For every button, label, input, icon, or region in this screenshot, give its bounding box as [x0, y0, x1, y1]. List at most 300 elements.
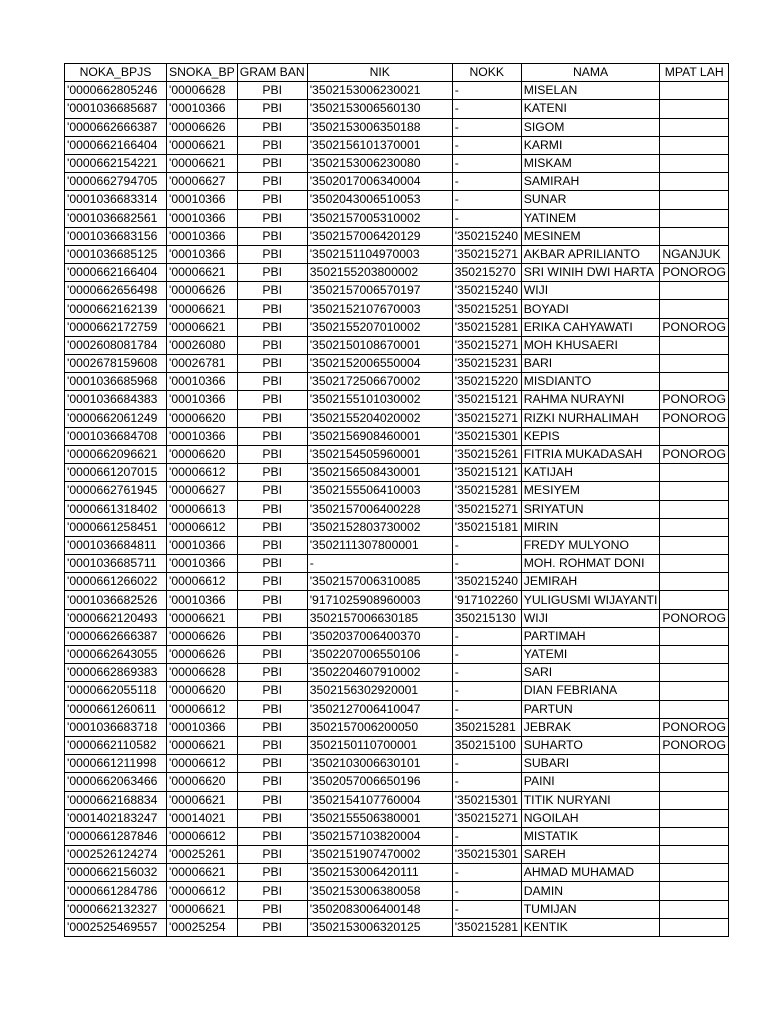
cell-nokk[interactable]: - [452, 900, 521, 918]
cell-program-bantuan[interactable]: PBI [237, 791, 307, 809]
cell-snoka-bpjs[interactable]: '00014021 [167, 809, 238, 827]
cell-snoka-bpjs[interactable]: '00006612 [167, 882, 238, 900]
cell-program-bantuan[interactable]: PBI [237, 882, 307, 900]
cell-tempat-lahir[interactable] [660, 627, 729, 645]
cell-tempat-lahir[interactable]: PONOROG [660, 264, 729, 282]
cell-noka-bpjs[interactable]: '0001036685968 [65, 373, 167, 391]
cell-noka-bpjs[interactable]: '0000662061249 [65, 409, 167, 427]
cell-program-bantuan[interactable]: PBI [237, 118, 307, 136]
cell-snoka-bpjs[interactable]: '00006621 [167, 791, 238, 809]
cell-nik[interactable]: '3502153006420111 [307, 864, 452, 882]
cell-program-bantuan[interactable]: PBI [237, 609, 307, 627]
cell-tempat-lahir[interactable] [660, 191, 729, 209]
cell-tempat-lahir[interactable] [660, 173, 729, 191]
cell-nama[interactable]: MIRIN [521, 518, 660, 536]
cell-noka-bpjs[interactable]: '0000662154221 [65, 154, 167, 172]
cell-nama[interactable]: WIJI [521, 282, 660, 300]
cell-nama[interactable]: KARMI [521, 136, 660, 154]
cell-nama[interactable]: PARTUN [521, 700, 660, 718]
cell-nokk[interactable]: - [452, 646, 521, 664]
cell-snoka-bpjs[interactable]: '00010366 [167, 209, 238, 227]
cell-nik[interactable]: '3502111307800001 [307, 536, 452, 554]
cell-nama[interactable]: YULIGUSMI WIJAYANTI [521, 591, 660, 609]
cell-tempat-lahir[interactable] [660, 136, 729, 154]
cell-tempat-lahir[interactable] [660, 482, 729, 500]
cell-snoka-bpjs[interactable]: '00006628 [167, 82, 238, 100]
cell-program-bantuan[interactable]: PBI [237, 427, 307, 445]
cell-nik[interactable]: '3502153006230080 [307, 154, 452, 172]
cell-nik[interactable]: '3502207006550106 [307, 646, 452, 664]
cell-snoka-bpjs[interactable]: '00006626 [167, 118, 238, 136]
cell-tempat-lahir[interactable] [660, 827, 729, 845]
cell-nama[interactable]: SARI [521, 664, 660, 682]
cell-snoka-bpjs[interactable]: '00006612 [167, 700, 238, 718]
cell-program-bantuan[interactable]: PBI [237, 827, 307, 845]
cell-program-bantuan[interactable]: PBI [237, 536, 307, 554]
cell-nama[interactable]: FREDY MULYONO [521, 536, 660, 554]
cell-nama[interactable]: FITRIA MUKADASAH [521, 445, 660, 463]
cell-snoka-bpjs[interactable]: '00010366 [167, 245, 238, 263]
cell-nokk[interactable]: '350215271 [452, 336, 521, 354]
cell-program-bantuan[interactable]: PBI [237, 300, 307, 318]
cell-noka-bpjs[interactable]: '0000662063466 [65, 773, 167, 791]
cell-noka-bpjs[interactable]: '0000661258451 [65, 518, 167, 536]
cell-tempat-lahir[interactable] [660, 300, 729, 318]
cell-program-bantuan[interactable]: PBI [237, 809, 307, 827]
cell-noka-bpjs[interactable]: '0000662869383 [65, 664, 167, 682]
cell-program-bantuan[interactable]: PBI [237, 355, 307, 373]
cell-nama[interactable]: KENTIK [521, 918, 660, 936]
cell-snoka-bpjs[interactable]: '00026781 [167, 355, 238, 373]
cell-noka-bpjs[interactable]: '0000662172759 [65, 318, 167, 336]
cell-snoka-bpjs[interactable]: '00006612 [167, 573, 238, 591]
cell-noka-bpjs[interactable]: '0000662055118 [65, 682, 167, 700]
cell-noka-bpjs[interactable]: '0000662666387 [65, 627, 167, 645]
cell-nik[interactable]: '3502153006560130 [307, 100, 452, 118]
cell-noka-bpjs[interactable]: '0002678159608 [65, 355, 167, 373]
cell-program-bantuan[interactable]: PBI [237, 336, 307, 354]
cell-nokk[interactable]: - [452, 773, 521, 791]
cell-noka-bpjs[interactable]: '0000661260611 [65, 700, 167, 718]
cell-nik[interactable]: 3502157006630185 [307, 609, 452, 627]
cell-nik[interactable]: '3502152803730002 [307, 518, 452, 536]
cell-snoka-bpjs[interactable]: '00006621 [167, 318, 238, 336]
cell-noka-bpjs[interactable]: '0000662643055 [65, 646, 167, 664]
cell-tempat-lahir[interactable] [660, 100, 729, 118]
cell-program-bantuan[interactable]: PBI [237, 373, 307, 391]
cell-program-bantuan[interactable]: PBI [237, 591, 307, 609]
cell-nokk[interactable]: '917102260 [452, 591, 521, 609]
cell-nama[interactable]: SUNAR [521, 191, 660, 209]
cell-snoka-bpjs[interactable]: '00006620 [167, 409, 238, 427]
cell-snoka-bpjs[interactable]: '00006627 [167, 482, 238, 500]
cell-nik[interactable]: '3502156101370001 [307, 136, 452, 154]
cell-noka-bpjs[interactable]: '0000662805246 [65, 82, 167, 100]
cell-tempat-lahir[interactable]: PONOROG [660, 718, 729, 736]
cell-program-bantuan[interactable]: PBI [237, 646, 307, 664]
cell-program-bantuan[interactable]: PBI [237, 682, 307, 700]
cell-snoka-bpjs[interactable]: '00006628 [167, 664, 238, 682]
cell-tempat-lahir[interactable] [660, 373, 729, 391]
cell-noka-bpjs[interactable]: '0000662168834 [65, 791, 167, 809]
cell-nama[interactable]: AHMAD MUHAMAD [521, 864, 660, 882]
cell-nama[interactable]: WIJI [521, 609, 660, 627]
cell-nokk[interactable]: 350215100 [452, 736, 521, 754]
cell-nama[interactable]: TITIK NURYANI [521, 791, 660, 809]
cell-snoka-bpjs[interactable]: '00025254 [167, 918, 238, 936]
cell-program-bantuan[interactable]: PBI [237, 282, 307, 300]
cell-tempat-lahir[interactable]: NGANJUK [660, 245, 729, 263]
cell-nokk[interactable]: '350215301 [452, 846, 521, 864]
cell-snoka-bpjs[interactable]: '00010366 [167, 227, 238, 245]
cell-tempat-lahir[interactable] [660, 464, 729, 482]
cell-nik[interactable]: '3502157006310085 [307, 573, 452, 591]
cell-nokk[interactable]: - [452, 555, 521, 573]
cell-nik[interactable]: '3502153006230021 [307, 82, 452, 100]
cell-noka-bpjs[interactable]: '0000662120493 [65, 609, 167, 627]
cell-program-bantuan[interactable]: PBI [237, 209, 307, 227]
cell-noka-bpjs[interactable]: '0001036683718 [65, 718, 167, 736]
cell-noka-bpjs[interactable]: '0000662162139 [65, 300, 167, 318]
cell-tempat-lahir[interactable] [660, 918, 729, 936]
cell-nama[interactable]: DIAN FEBRIANA [521, 682, 660, 700]
cell-program-bantuan[interactable]: PBI [237, 900, 307, 918]
cell-nik[interactable]: '3502152006550004 [307, 355, 452, 373]
cell-nokk[interactable]: - [452, 664, 521, 682]
cell-snoka-bpjs[interactable]: '00006613 [167, 500, 238, 518]
cell-nama[interactable]: MOH. ROHMAT DONI [521, 555, 660, 573]
cell-snoka-bpjs[interactable]: '00006621 [167, 736, 238, 754]
cell-noka-bpjs[interactable]: '0000661287846 [65, 827, 167, 845]
cell-snoka-bpjs[interactable]: '00010366 [167, 591, 238, 609]
cell-nama[interactable]: JEMIRAH [521, 573, 660, 591]
cell-nik[interactable]: '3502157006570197 [307, 282, 452, 300]
cell-snoka-bpjs[interactable]: '00006612 [167, 827, 238, 845]
cell-nokk[interactable]: - [452, 755, 521, 773]
cell-nama[interactable]: SIGOM [521, 118, 660, 136]
cell-snoka-bpjs[interactable]: '00006621 [167, 264, 238, 282]
cell-nama[interactable]: NGOILAH [521, 809, 660, 827]
cell-snoka-bpjs[interactable]: '00026080 [167, 336, 238, 354]
cell-noka-bpjs[interactable]: '0000662156032 [65, 864, 167, 882]
cell-nokk[interactable]: '350215240 [452, 573, 521, 591]
cell-tempat-lahir[interactable]: PONOROG [660, 318, 729, 336]
cell-snoka-bpjs[interactable]: '00006621 [167, 300, 238, 318]
cell-nama[interactable]: KATENI [521, 100, 660, 118]
cell-tempat-lahir[interactable] [660, 227, 729, 245]
cell-tempat-lahir[interactable] [660, 700, 729, 718]
cell-tempat-lahir[interactable] [660, 555, 729, 573]
cell-nokk[interactable]: '350215271 [452, 409, 521, 427]
cell-nokk[interactable]: '350215281 [452, 482, 521, 500]
cell-nama[interactable]: RIZKI NURHALIMAH [521, 409, 660, 427]
cell-nama[interactable]: DAMIN [521, 882, 660, 900]
cell-nik[interactable]: '3502157103820004 [307, 827, 452, 845]
cell-noka-bpjs[interactable]: '0000662166404 [65, 136, 167, 154]
cell-tempat-lahir[interactable]: PONOROG [660, 609, 729, 627]
cell-nokk[interactable]: 350215270 [452, 264, 521, 282]
cell-nokk[interactable]: - [452, 100, 521, 118]
cell-nama[interactable]: KEPIS [521, 427, 660, 445]
cell-snoka-bpjs[interactable]: '00010366 [167, 718, 238, 736]
cell-tempat-lahir[interactable] [660, 209, 729, 227]
cell-tempat-lahir[interactable]: PONOROG [660, 736, 729, 754]
cell-program-bantuan[interactable]: PBI [237, 136, 307, 154]
cell-tempat-lahir[interactable] [660, 518, 729, 536]
cell-nokk[interactable]: - [452, 700, 521, 718]
cell-program-bantuan[interactable]: PBI [237, 227, 307, 245]
cell-nama[interactable]: SAMIRAH [521, 173, 660, 191]
cell-nik[interactable]: '3502150108670001 [307, 336, 452, 354]
cell-program-bantuan[interactable]: PBI [237, 409, 307, 427]
cell-snoka-bpjs[interactable]: '00010366 [167, 100, 238, 118]
cell-snoka-bpjs[interactable]: '00006626 [167, 646, 238, 664]
cell-program-bantuan[interactable]: PBI [237, 718, 307, 736]
cell-snoka-bpjs[interactable]: '00010366 [167, 555, 238, 573]
cell-program-bantuan[interactable]: PBI [237, 918, 307, 936]
cell-nik[interactable]: '3502151907470002 [307, 846, 452, 864]
cell-nokk[interactable]: '350215271 [452, 245, 521, 263]
cell-nama[interactable]: SRI WINIH DWI HARTA [521, 264, 660, 282]
cell-nama[interactable]: SRIYATUN [521, 500, 660, 518]
cell-nokk[interactable]: - [452, 118, 521, 136]
cell-noka-bpjs[interactable]: '0000662666387 [65, 118, 167, 136]
cell-noka-bpjs[interactable]: '0000662794705 [65, 173, 167, 191]
cell-nama[interactable]: YATEMI [521, 646, 660, 664]
cell-nokk[interactable]: '350215271 [452, 809, 521, 827]
cell-nama[interactable]: MISDIANTO [521, 373, 660, 391]
cell-tempat-lahir[interactable] [660, 809, 729, 827]
cell-snoka-bpjs[interactable]: '00010366 [167, 373, 238, 391]
cell-snoka-bpjs[interactable]: '00010366 [167, 536, 238, 554]
cell-nik[interactable]: 3502157006200050 [307, 718, 452, 736]
cell-program-bantuan[interactable]: PBI [237, 864, 307, 882]
cell-program-bantuan[interactable]: PBI [237, 245, 307, 263]
cell-program-bantuan[interactable]: PBI [237, 482, 307, 500]
cell-noka-bpjs[interactable]: '0000662761945 [65, 482, 167, 500]
cell-tempat-lahir[interactable] [660, 500, 729, 518]
cell-tempat-lahir[interactable] [660, 882, 729, 900]
cell-snoka-bpjs[interactable]: '00010366 [167, 191, 238, 209]
cell-noka-bpjs[interactable]: '0000661207015 [65, 464, 167, 482]
cell-snoka-bpjs[interactable]: '00006621 [167, 136, 238, 154]
cell-noka-bpjs[interactable]: '0000662110582 [65, 736, 167, 754]
cell-nokk[interactable]: '350215121 [452, 391, 521, 409]
cell-tempat-lahir[interactable] [660, 154, 729, 172]
cell-nokk[interactable]: - [452, 882, 521, 900]
cell-tempat-lahir[interactable] [660, 355, 729, 373]
cell-nama[interactable]: JEBRAK [521, 718, 660, 736]
cell-program-bantuan[interactable]: PBI [237, 173, 307, 191]
cell-nik[interactable]: '3502057006650196 [307, 773, 452, 791]
cell-program-bantuan[interactable]: PBI [237, 700, 307, 718]
cell-tempat-lahir[interactable]: PONOROG [660, 445, 729, 463]
cell-noka-bpjs[interactable]: '0000661266022 [65, 573, 167, 591]
cell-tempat-lahir[interactable] [660, 536, 729, 554]
cell-program-bantuan[interactable]: PBI [237, 264, 307, 282]
cell-nik[interactable]: '3502083006400148 [307, 900, 452, 918]
cell-program-bantuan[interactable]: PBI [237, 391, 307, 409]
cell-nik[interactable]: '3502153006380058 [307, 882, 452, 900]
cell-program-bantuan[interactable]: PBI [237, 500, 307, 518]
cell-snoka-bpjs[interactable]: '00006621 [167, 609, 238, 627]
cell-noka-bpjs[interactable]: '0001036685125 [65, 245, 167, 263]
cell-snoka-bpjs[interactable]: '00006627 [167, 173, 238, 191]
cell-nik[interactable]: 3502155203800002 [307, 264, 452, 282]
cell-noka-bpjs[interactable]: '0000662132327 [65, 900, 167, 918]
cell-snoka-bpjs[interactable]: '00006621 [167, 864, 238, 882]
cell-nama[interactable]: MISELAN [521, 82, 660, 100]
cell-nokk[interactable]: '350215220 [452, 373, 521, 391]
cell-nama[interactable]: RAHMA NURAYNI [521, 391, 660, 409]
cell-noka-bpjs[interactable]: '0001036684383 [65, 391, 167, 409]
cell-nama[interactable]: MOH KHUSAERI [521, 336, 660, 354]
cell-snoka-bpjs[interactable]: '00006612 [167, 755, 238, 773]
cell-nik[interactable]: '3502156508430001 [307, 464, 452, 482]
cell-program-bantuan[interactable]: PBI [237, 627, 307, 645]
cell-program-bantuan[interactable]: PBI [237, 191, 307, 209]
cell-noka-bpjs[interactable]: '0000662166404 [65, 264, 167, 282]
cell-nokk[interactable]: - [452, 627, 521, 645]
cell-nokk[interactable]: '350215261 [452, 445, 521, 463]
cell-nik[interactable]: '3502155101030002 [307, 391, 452, 409]
cell-nik[interactable]: '3502152107670003 [307, 300, 452, 318]
cell-nama[interactable]: PARTIMAH [521, 627, 660, 645]
cell-tempat-lahir[interactable] [660, 646, 729, 664]
cell-snoka-bpjs[interactable]: '00006621 [167, 154, 238, 172]
cell-noka-bpjs[interactable]: '0001036685711 [65, 555, 167, 573]
cell-noka-bpjs[interactable]: '0002526124274 [65, 846, 167, 864]
cell-noka-bpjs[interactable]: '0000661211998 [65, 755, 167, 773]
cell-program-bantuan[interactable]: PBI [237, 846, 307, 864]
cell-nokk[interactable]: '350215281 [452, 318, 521, 336]
cell-nik[interactable]: '3502043006510053 [307, 191, 452, 209]
cell-nik[interactable]: '3502157006420129 [307, 227, 452, 245]
cell-nik[interactable]: 3502150110700001 [307, 736, 452, 754]
cell-tempat-lahir[interactable] [660, 282, 729, 300]
cell-program-bantuan[interactable]: PBI [237, 773, 307, 791]
cell-nik[interactable]: '3502172506670002 [307, 373, 452, 391]
cell-nokk[interactable]: - [452, 173, 521, 191]
cell-nama[interactable]: PAINI [521, 773, 660, 791]
cell-nik[interactable]: '3502155506380001 [307, 809, 452, 827]
cell-nama[interactable]: MISKAM [521, 154, 660, 172]
cell-noka-bpjs[interactable]: '0000661318402 [65, 500, 167, 518]
cell-nik[interactable]: '3502103006630101 [307, 755, 452, 773]
cell-noka-bpjs[interactable]: '0001036684811 [65, 536, 167, 554]
cell-noka-bpjs[interactable]: '0000661284786 [65, 882, 167, 900]
cell-nik[interactable]: '3502157006400228 [307, 500, 452, 518]
cell-tempat-lahir[interactable] [660, 682, 729, 700]
cell-nokk[interactable]: '350215240 [452, 282, 521, 300]
cell-nokk[interactable]: - [452, 191, 521, 209]
cell-nokk[interactable]: '350215271 [452, 500, 521, 518]
cell-tempat-lahir[interactable] [660, 664, 729, 682]
cell-nik[interactable]: '3502151104970003 [307, 245, 452, 263]
cell-program-bantuan[interactable]: PBI [237, 82, 307, 100]
cell-nokk[interactable]: '350215281 [452, 918, 521, 936]
cell-nik[interactable]: '3502204607910002 [307, 664, 452, 682]
cell-nama[interactable]: BOYADI [521, 300, 660, 318]
cell-snoka-bpjs[interactable]: '00006620 [167, 445, 238, 463]
cell-snoka-bpjs[interactable]: '00010366 [167, 427, 238, 445]
cell-snoka-bpjs[interactable]: '00006612 [167, 464, 238, 482]
cell-noka-bpjs[interactable]: '0001036683314 [65, 191, 167, 209]
cell-tempat-lahir[interactable] [660, 118, 729, 136]
cell-program-bantuan[interactable]: PBI [237, 555, 307, 573]
cell-nik[interactable]: 3502156302920001 [307, 682, 452, 700]
cell-nama[interactable]: YATINEM [521, 209, 660, 227]
cell-nama[interactable]: TUMIJAN [521, 900, 660, 918]
cell-program-bantuan[interactable]: PBI [237, 464, 307, 482]
cell-noka-bpjs[interactable]: '0001036684708 [65, 427, 167, 445]
cell-tempat-lahir[interactable] [660, 791, 729, 809]
cell-noka-bpjs[interactable]: '0002525469557 [65, 918, 167, 936]
cell-tempat-lahir[interactable] [660, 82, 729, 100]
cell-nokk[interactable]: 350215130 [452, 609, 521, 627]
cell-nokk[interactable]: - [452, 827, 521, 845]
cell-tempat-lahir[interactable] [660, 846, 729, 864]
cell-nik[interactable]: '3502153006320125 [307, 918, 452, 936]
cell-noka-bpjs[interactable]: '0000662096621 [65, 445, 167, 463]
cell-tempat-lahir[interactable] [660, 591, 729, 609]
cell-nokk[interactable]: - [452, 682, 521, 700]
cell-noka-bpjs[interactable]: '0001036682526 [65, 591, 167, 609]
cell-nokk[interactable]: - [452, 536, 521, 554]
cell-nokk[interactable]: 350215281 [452, 718, 521, 736]
cell-program-bantuan[interactable]: PBI [237, 518, 307, 536]
cell-program-bantuan[interactable]: PBI [237, 100, 307, 118]
cell-nokk[interactable]: '350215301 [452, 427, 521, 445]
cell-nama[interactable]: KATIJAH [521, 464, 660, 482]
cell-nik[interactable]: '3502157005310002 [307, 209, 452, 227]
cell-snoka-bpjs[interactable]: '00006620 [167, 773, 238, 791]
cell-nik[interactable]: '3502155506410003 [307, 482, 452, 500]
cell-nama[interactable]: BARI [521, 355, 660, 373]
cell-nik[interactable]: '3502155207010002 [307, 318, 452, 336]
cell-program-bantuan[interactable]: PBI [237, 318, 307, 336]
cell-nokk[interactable]: '350215251 [452, 300, 521, 318]
cell-snoka-bpjs[interactable]: '00025261 [167, 846, 238, 864]
cell-tempat-lahir[interactable] [660, 773, 729, 791]
cell-nokk[interactable]: '350215181 [452, 518, 521, 536]
cell-nokk[interactable]: - [452, 864, 521, 882]
cell-tempat-lahir[interactable] [660, 427, 729, 445]
cell-nama[interactable]: MISTATIK [521, 827, 660, 845]
cell-nama[interactable]: MESINEM [521, 227, 660, 245]
cell-tempat-lahir[interactable] [660, 864, 729, 882]
cell-noka-bpjs[interactable]: '0002608081784 [65, 336, 167, 354]
cell-noka-bpjs[interactable]: '0001036683156 [65, 227, 167, 245]
cell-tempat-lahir[interactable]: PONOROG [660, 391, 729, 409]
cell-noka-bpjs[interactable]: '0001402183247 [65, 809, 167, 827]
cell-tempat-lahir[interactable]: PONOROG [660, 409, 729, 427]
cell-nik[interactable]: '3502156908460001 [307, 427, 452, 445]
cell-nokk[interactable]: - [452, 209, 521, 227]
cell-noka-bpjs[interactable]: '0001036682561 [65, 209, 167, 227]
cell-nik[interactable]: '3502037006400370 [307, 627, 452, 645]
cell-tempat-lahir[interactable] [660, 573, 729, 591]
cell-program-bantuan[interactable]: PBI [237, 736, 307, 754]
cell-nokk[interactable]: '350215301 [452, 791, 521, 809]
cell-program-bantuan[interactable]: PBI [237, 445, 307, 463]
cell-snoka-bpjs[interactable]: '00006620 [167, 682, 238, 700]
cell-snoka-bpjs[interactable]: '00006612 [167, 518, 238, 536]
cell-nama[interactable]: SUHARTO [521, 736, 660, 754]
cell-program-bantuan[interactable]: PBI [237, 154, 307, 172]
cell-nik[interactable]: '9171025908960003 [307, 591, 452, 609]
cell-nama[interactable]: ERIKA CAHYAWATI [521, 318, 660, 336]
